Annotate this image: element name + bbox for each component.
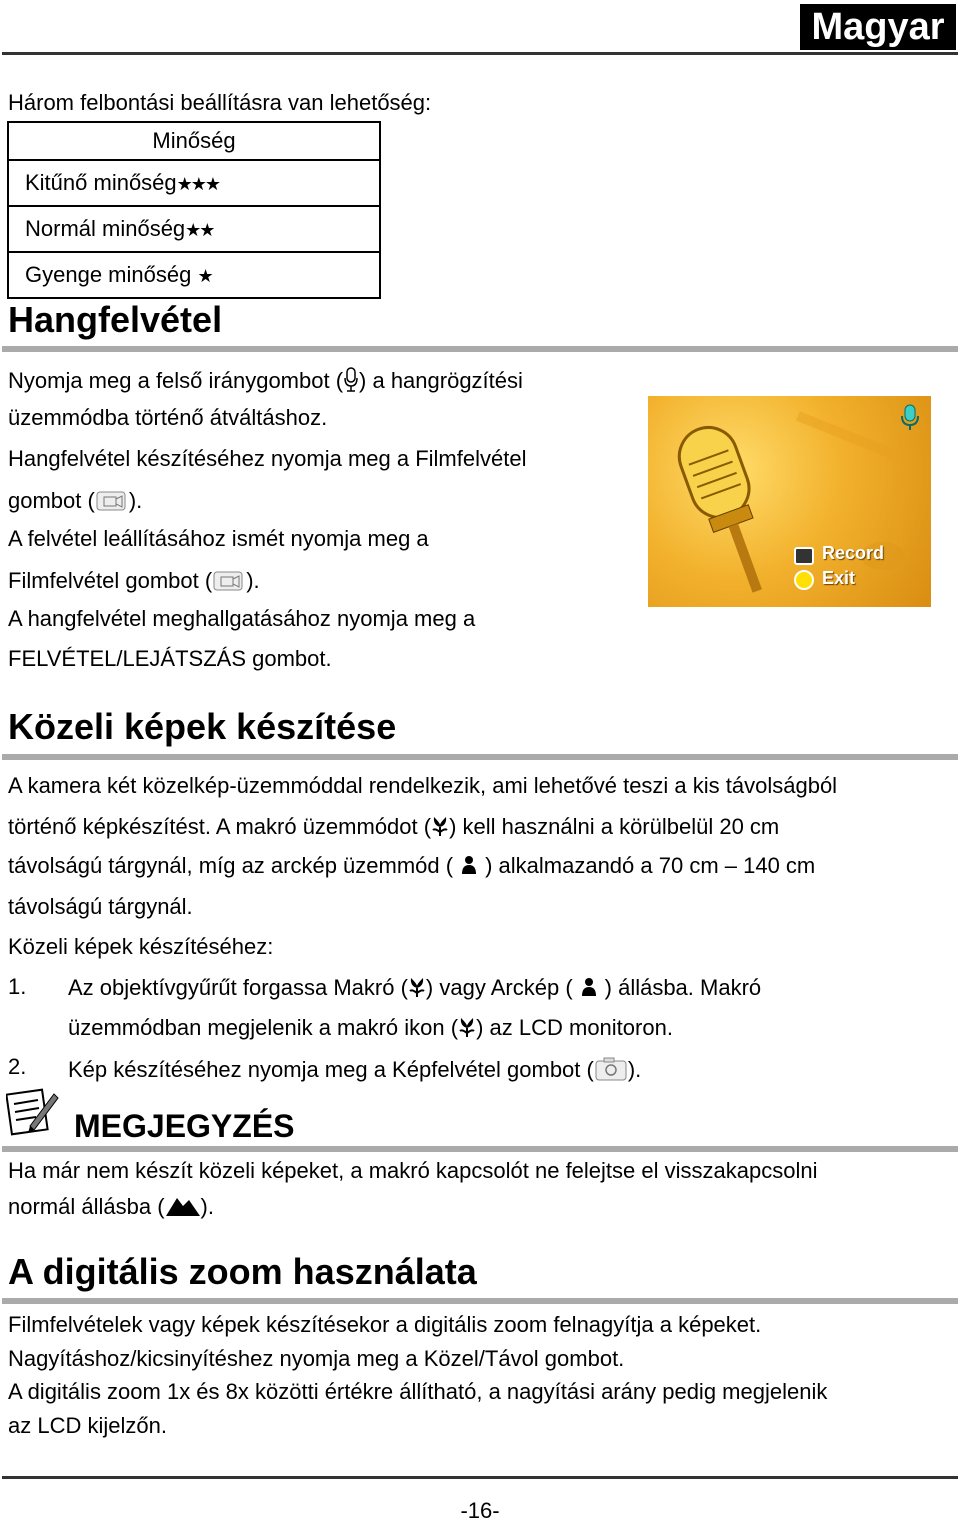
audio-line-3: Hangfelvétel készítéséhez nyomja meg a Filmfelvétel bbox=[8, 446, 527, 471]
record-button-icon bbox=[95, 488, 129, 516]
section-rule bbox=[2, 1146, 958, 1152]
macro-icon bbox=[458, 1016, 476, 1042]
portrait-icon bbox=[581, 977, 597, 1001]
step-1-line-2: üzemmódban megjelenik a makró ikon ( ) az LCD monitoron. bbox=[68, 1016, 673, 1042]
macro-icon bbox=[431, 815, 449, 841]
stars-icon: ★★★ bbox=[176, 174, 220, 194]
closeup-p1: A kamera két közelkép-üzemmóddal rendelkezik, ami lehetővé teszi a kis távolságból bbox=[8, 773, 838, 798]
section-title-audio: Hangfelvétel bbox=[8, 299, 223, 340]
audio-line-8: FELVÉTEL/LEJÁTSZÁS gombot. bbox=[8, 646, 332, 671]
zoom-line-1: Filmfelvételek vagy képek készítésekor a digitális zoom felnagyítja a képeket. bbox=[8, 1312, 762, 1337]
closeup-p3: távolságú tárgynál, míg az arckép üzemmód ( ) alkalmazandó a 70 cm – 140 cm bbox=[8, 853, 816, 878]
header-rule bbox=[2, 52, 958, 55]
audio-line-2: üzemmódba történő átváltáshoz. bbox=[8, 405, 328, 430]
section-title-zoom: A digitális zoom használata bbox=[8, 1251, 477, 1292]
menu-record[interactable]: Record bbox=[822, 543, 885, 563]
language-label: Magyar bbox=[800, 4, 956, 50]
portrait-icon bbox=[461, 855, 477, 879]
closeup-p4: távolságú tárgynál. bbox=[8, 894, 193, 919]
menu-exit[interactable]: Exit bbox=[822, 568, 856, 588]
note-icon bbox=[6, 1086, 60, 1141]
audio-line-6: Filmfelvétel gombot ( ). bbox=[8, 568, 260, 596]
note-line-2: normál állásba ( ). bbox=[8, 1194, 214, 1222]
resolution-intro: Három felbontási beállításra van lehetőség: bbox=[8, 90, 432, 115]
zoom-line-3: A digitális zoom 1x és 8x közötti értékre állítható, a nagyítási arány pedig megjelenik bbox=[8, 1379, 828, 1404]
mountain-icon bbox=[165, 1194, 201, 1222]
microphone-icon bbox=[900, 404, 920, 437]
closeup-p5: Közeli képek készítéséhez: bbox=[8, 934, 274, 959]
step-number: 1. bbox=[8, 974, 27, 999]
closeup-p2: történő képkészítést. A makró üzemmódot ( ) kell használni a körülbelül 20 cm bbox=[8, 815, 779, 841]
quality-header: Minőség bbox=[8, 122, 380, 160]
quality-row: Kitűnő minőség★★★ bbox=[8, 160, 380, 206]
record-icon bbox=[794, 547, 814, 565]
microphone-icon bbox=[343, 367, 359, 397]
section-rule bbox=[2, 346, 958, 352]
audio-line-4: gombot ( ). bbox=[8, 488, 142, 516]
step-1-line-1: Az objektívgyűrűt forgassa Makró ( ) vagy Arckép ( ) állásba. Makró bbox=[68, 976, 761, 1002]
quality-table bbox=[7, 121, 381, 299]
audio-line-5: A felvétel leállításához ismét nyomja meg a bbox=[8, 526, 429, 551]
audio-line-1: Nyomja meg a felső iránygombot ( ) a hangrögzítési bbox=[8, 367, 523, 397]
record-button-icon bbox=[212, 568, 246, 596]
section-rule bbox=[2, 754, 958, 760]
page-number: -16- bbox=[460, 1498, 500, 1523]
footer-rule bbox=[2, 1476, 958, 1479]
quality-row: Gyenge minőség ★ bbox=[8, 252, 380, 298]
zoom-line-2: Nagyításhoz/kicsinyítéshez nyomja meg a Közel/Távol gombot. bbox=[8, 1346, 625, 1371]
audio-mode-screenshot bbox=[648, 396, 931, 607]
camera-button-icon bbox=[594, 1056, 628, 1086]
section-rule bbox=[2, 1298, 958, 1304]
stars-icon: ★ bbox=[197, 266, 212, 286]
step-2-line-1: Kép készítéséhez nyomja meg a Képfelvétel gombot ( ). bbox=[68, 1056, 641, 1086]
step-number: 2. bbox=[8, 1054, 27, 1079]
audio-line-7: A hangfelvétel meghallgatásához nyomja meg a bbox=[8, 606, 476, 631]
macro-icon bbox=[408, 976, 426, 1002]
stars-icon: ★★ bbox=[185, 220, 214, 240]
section-title-closeup: Közeli képek készítése bbox=[8, 706, 397, 747]
exit-icon bbox=[794, 570, 814, 590]
zoom-line-4: az LCD kijelzőn. bbox=[8, 1413, 167, 1438]
quality-row: Normál minőség★★ bbox=[8, 206, 380, 252]
note-title: MEGJEGYZÉS bbox=[74, 1108, 295, 1144]
note-line-1: Ha már nem készít közeli képeket, a makró kapcsolót ne felejtse el visszakapcsolni bbox=[8, 1158, 818, 1183]
